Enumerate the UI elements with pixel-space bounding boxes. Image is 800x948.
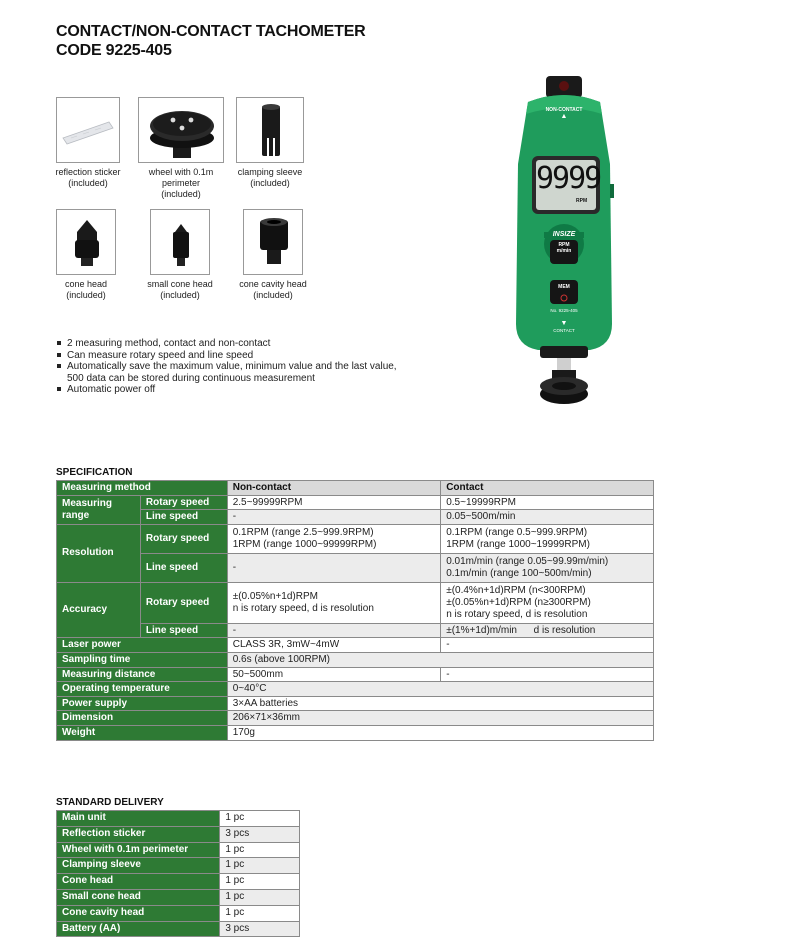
sub-label-rotary-speed: Rotary speed (140, 582, 227, 623)
accessory-wheel (138, 97, 224, 200)
cell-line: ±(0.4%n+1d)RPM (n<300RPM) (446, 585, 586, 597)
delivery-item: Reflection sticker (57, 826, 220, 842)
cone-cavity-head-image (243, 209, 303, 275)
table-row (57, 481, 654, 496)
cell: 3×AA batteries (227, 696, 653, 711)
device-display: 9999 (536, 161, 601, 196)
table-row (57, 553, 654, 582)
table-row (57, 623, 654, 638)
delivery-qty: 1 pc (220, 889, 300, 905)
delivery-item: Clamping sleeve (57, 858, 220, 874)
table-row (57, 495, 654, 510)
table-row (57, 667, 654, 682)
delivery-qty: 1 pc (220, 905, 300, 921)
row-label-dimension: Dimension (57, 711, 228, 726)
cell: 170g (227, 725, 653, 740)
delivery-qty: 1 pc (220, 842, 300, 858)
feature-list (56, 338, 426, 396)
row-label-power-supply: Power supply (57, 696, 228, 711)
cone-head-image (56, 209, 116, 275)
mem-button[interactable]: MEM (558, 284, 570, 290)
cell: - (441, 667, 654, 682)
cell: 0.5~19999RPM (441, 495, 654, 510)
device-display-unit: RPM (576, 198, 588, 204)
table-row (57, 905, 300, 921)
row-label-laser-power: Laser power (57, 638, 228, 653)
col-contact: Contact (441, 481, 654, 496)
specification-table (56, 480, 654, 741)
row-label-measuring-distance: Measuring distance (57, 667, 228, 682)
delivery-qty: 1 pc (220, 858, 300, 874)
cell: - (441, 638, 654, 653)
table-row (57, 811, 300, 827)
table-row (57, 696, 654, 711)
device-brand-logo: INSIZE (552, 231, 576, 238)
table-row (57, 711, 654, 726)
delivery-item: Battery (AA) (57, 921, 220, 937)
row-label-sampling-time: Sampling time (57, 652, 228, 667)
sub-label-rotary-speed: Rotary speed (140, 495, 227, 510)
delivery-item: Cone head (57, 874, 220, 890)
cell: ±(1%+1d)m/min d is resolution (441, 623, 654, 638)
sub-label-line-speed: Line speed (140, 510, 227, 525)
rpm-label: RPM (558, 242, 570, 248)
accessory-note: (included) (68, 178, 108, 188)
accessory-reflection-sticker (50, 97, 126, 189)
delivery-item: Small cone head (57, 889, 220, 905)
title-line-2: CODE 9225-405 (56, 42, 172, 59)
row-label-measuring-range: Measuring range (57, 495, 141, 524)
tachometer-device (506, 74, 622, 414)
table-row (57, 889, 300, 905)
clamping-sleeve-image (236, 97, 304, 163)
accessory-name: small cone head (147, 279, 213, 289)
delivery-qty: 1 pc (220, 811, 300, 827)
accessory-name: clamping sleeve (237, 167, 303, 177)
reflection-sticker-image (56, 97, 120, 163)
cell (227, 582, 440, 623)
cell: 0.05~500m/min (441, 510, 654, 525)
mmin-label: m/min (556, 248, 572, 254)
feature-item (56, 361, 426, 384)
col-measuring-method: Measuring method (57, 481, 228, 496)
cell: - (227, 623, 440, 638)
accessory-small-cone-head (140, 209, 220, 301)
cell-line: 0.1RPM (range 2.5~999.9RPM) (232, 527, 374, 539)
cell-line: 1RPM (range 1000~99999RPM) (232, 538, 377, 550)
standard-delivery-title: STANDARD DELIVERY (56, 797, 164, 808)
feature-item: 2 measuring method, contact and non-contact (56, 338, 426, 350)
cell-line: ±(0.05%n+1d)RPM (232, 591, 318, 603)
table-row (57, 842, 300, 858)
feature-item: Automatic power off (56, 384, 426, 396)
table-row (57, 510, 654, 525)
table-row (57, 921, 300, 937)
specification-title: SPECIFICATION (56, 467, 133, 478)
cell (227, 524, 440, 553)
accessory-clamping-sleeve (234, 97, 306, 189)
col-non-contact: Non-contact (227, 481, 440, 496)
device-model: No. 9225-405 (550, 308, 578, 313)
table-row (57, 858, 300, 874)
cell: 206×71×36mm (227, 711, 653, 726)
cell (441, 582, 654, 623)
standard-delivery-table (56, 810, 300, 937)
row-label-resolution: Resolution (57, 524, 141, 582)
feature-text: Automatically save the maximum value, minimum value and the last value, (67, 361, 397, 373)
device-bottom-label: CONTACT (553, 328, 575, 333)
cell: 0~40°C (227, 682, 653, 697)
accessory-name: cone head (64, 279, 108, 289)
cell: 50~500mm (227, 667, 440, 682)
table-row (57, 638, 654, 653)
cell-line: ±(0.05%n+1d)RPM (n≥300RPM) (446, 596, 591, 608)
accessory-name: wheel with 0.1m perimeter (148, 167, 214, 188)
feature-item: Can measure rotary speed and line speed (56, 350, 426, 362)
cell: 2.5~99999RPM (227, 495, 440, 510)
accessory-note: (included) (250, 178, 290, 188)
cell (441, 524, 654, 553)
row-label-operating-temperature: Operating temperature (57, 682, 228, 697)
accessory-note: (included) (160, 290, 200, 300)
accessory-cone-cavity-head (236, 209, 310, 301)
down-arrow-icon: ▼ (560, 320, 568, 327)
cell: 0.6s (above 100RPM) (227, 652, 653, 667)
cell-line: 0.01m/min (range 0.05~99.99m/min) (446, 556, 609, 568)
sub-label-line-speed: Line speed (140, 553, 227, 582)
row-label-weight: Weight (57, 725, 228, 740)
wheel-image (138, 97, 224, 163)
table-row (57, 652, 654, 667)
accessory-cone-head (50, 209, 122, 301)
delivery-item: Main unit (57, 811, 220, 827)
sub-label-rotary-speed: Rotary speed (140, 524, 227, 553)
small-cone-head-image (150, 209, 210, 275)
sub-label-line-speed: Line speed (140, 623, 227, 638)
page-title (56, 22, 366, 60)
cell (441, 553, 654, 582)
rpm-mmin-button[interactable] (550, 242, 578, 254)
accessory-note: (included) (161, 189, 201, 199)
delivery-qty: 3 pcs (220, 921, 300, 937)
cell: - (227, 553, 440, 582)
cell: CLASS 3R, 3mW~4mW (227, 638, 440, 653)
table-row (57, 582, 654, 623)
delivery-qty: 1 pc (220, 874, 300, 890)
cell: - (227, 510, 440, 525)
delivery-item: Wheel with 0.1m perimeter (57, 842, 220, 858)
cell-line: n is rotary speed, d is resolution (446, 608, 588, 620)
feature-text-cont: 500 data can be stored during continuous measurement (67, 372, 315, 384)
up-arrow-icon: ▲ (560, 113, 568, 120)
table-row (57, 524, 654, 553)
accessory-name: reflection sticker (55, 167, 121, 177)
cell-line: n is rotary speed, d is resolution (232, 602, 374, 614)
table-row (57, 682, 654, 697)
table-row (57, 725, 654, 740)
delivery-item: Cone cavity head (57, 905, 220, 921)
delivery-qty: 3 pcs (220, 826, 300, 842)
accessory-name: cone cavity head (included) (239, 279, 307, 300)
accessory-note: (included) (66, 290, 106, 300)
row-label-accuracy: Accuracy (57, 582, 141, 638)
table-row (57, 826, 300, 842)
cell-line: 1RPM (range 1000~19999RPM) (446, 538, 590, 550)
cell-line: 0.1m/min (range 100~500m/min) (446, 567, 592, 579)
title-line-1: CONTACT/NON-CONTACT TACHOMETER (56, 23, 366, 40)
device-top-label: NON-CONTACT (545, 107, 583, 113)
table-row (57, 874, 300, 890)
cell-line: 0.1RPM (range 0.5~999.9RPM) (446, 527, 588, 539)
